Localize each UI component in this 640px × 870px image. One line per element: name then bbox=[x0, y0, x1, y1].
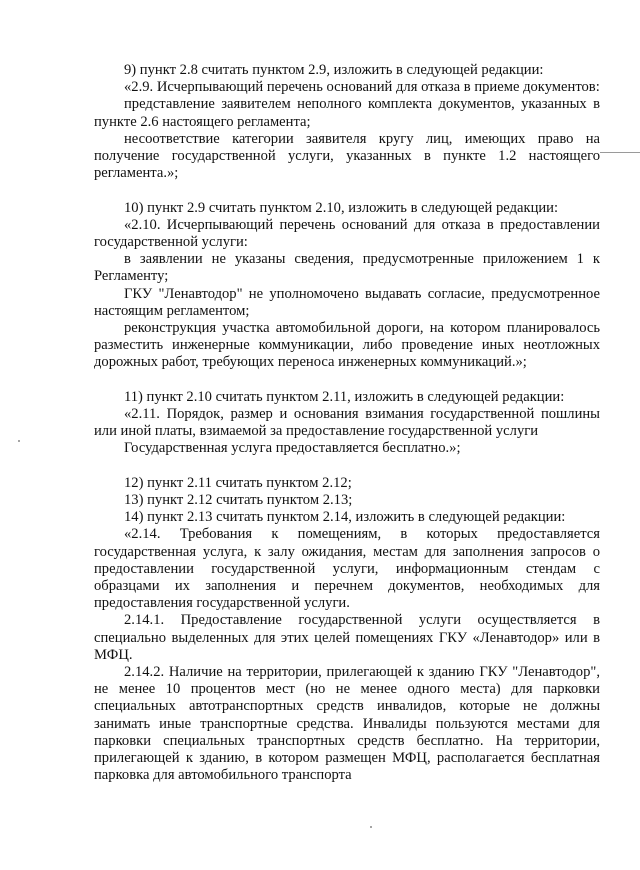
scan-speck bbox=[370, 826, 372, 828]
item-11-heading: 11) пункт 2.10 считать пунктом 2.11, изложить в следующей редакции: bbox=[124, 388, 565, 405]
item-14-heading: 14) пункт 2.13 считать пунктом 2.14, изложить в следующей редакции: bbox=[124, 509, 566, 526]
clause-2-9-reason-1: представление заявителем неполного комплекта документов, указанных в пункте 2.6 настоящего регламента; bbox=[94, 96, 600, 130]
clause-2-11-text: Государственная услуга предоставляется бесплатно.»; bbox=[124, 440, 461, 457]
document-page bbox=[94, 62, 600, 784]
item-13: 13) пункт 2.12 считать пунктом 2.13; bbox=[124, 492, 353, 509]
clause-2-14-1: 2.14.1. Предоставление государственной услуги осуществляется в специально выделенных для этих целей помещениях ГКУ «Ленавтодор» или в МФЦ. bbox=[94, 612, 600, 663]
clause-2-9-reason-2: несоответствие категории заявителя кругу лиц, имеющих право на получение государственной услуги, указанных в пункте 1.2 настоящего регламента.»; bbox=[94, 130, 600, 182]
item-10-heading: 10) пункт 2.9 считать пунктом 2.10, изложить в следующей редакции: bbox=[124, 199, 559, 216]
clause-2-9-title: «2.9. Исчерпывающий перечень оснований для отказа в приеме документов: bbox=[124, 79, 600, 96]
clause-2-10-reason-2: ГКУ "Ленавтодор" не уполномочено выдавать согласие, предусмотренное настоящим регламентом; bbox=[94, 285, 600, 319]
item-12: 12) пункт 2.11 считать пунктом 2.12; bbox=[124, 474, 352, 491]
clause-2-14-2: 2.14.2. Наличие на территории, прилегающей к зданию ГКУ "Ленавтодор", не менее 10 процентов мест (но не менее одного места) для парковки специальных автотранспортных средств инвалидов, которые не должны занимать иные транспортные средства. Инвалиды пользуются местами для парковки специальных транспортных средств бесплатно. На территории, прилегающей к зданию, в котором размещен МФЦ, располагается бесплатная парковка для автомобильного транспорта bbox=[94, 664, 600, 784]
item-9-heading: 9) пункт 2.8 считать пунктом 2.9, изложить в следующей редакции: bbox=[124, 62, 544, 78]
clause-2-10-title: «2.10. Исчерпывающий перечень оснований для отказа в предоставлении государственной услуги: bbox=[94, 216, 600, 251]
clause-2-11-title: «2.11. Порядок, размер и основания взимания государственной пошлины или иной платы, взимаемой за предоставление государственной услуги bbox=[94, 406, 600, 440]
scan-edge-mark bbox=[600, 152, 640, 153]
clause-2-10-reason-3: реконструкция участка автомобильной дороги, на котором планировалось разместить инженерные коммуникации, либо проведение иных неотложных дорожных работ, требующих переноса инженерных коммуникаций.»; bbox=[94, 320, 600, 371]
clause-2-10-reason-1: в заявлении не указаны сведения, предусмотренные приложением 1 к Регламенту; bbox=[94, 251, 600, 285]
scan-speck bbox=[18, 440, 20, 442]
clause-2-14-title: «2.14. Требования к помещениям, в которых предоставляется государственная услуга, к залу ожидания, местам для заполнения запросов о предоставлении государственной услуги, информационным стендам с образцами их заполнения и перечнем документов, необходимых для предоставления государственной услуги. bbox=[94, 526, 600, 612]
